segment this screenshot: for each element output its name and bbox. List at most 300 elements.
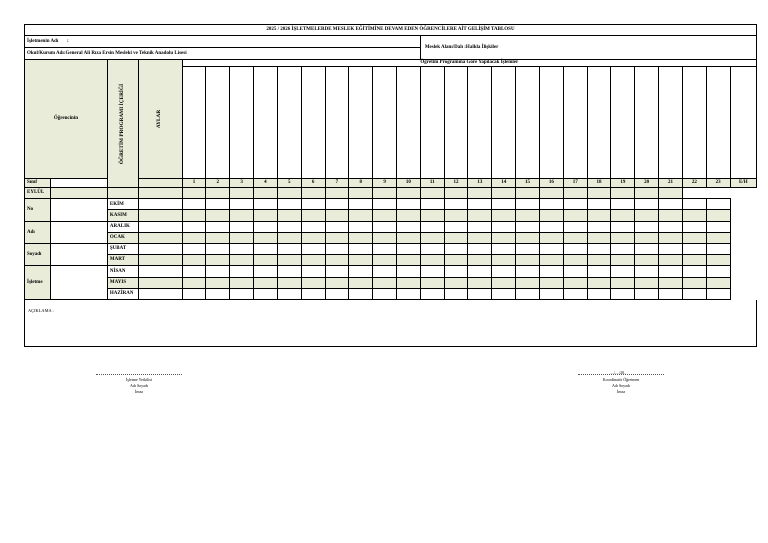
progress-cell[interactable]	[373, 288, 397, 299]
task-header-10	[396, 67, 420, 179]
signature-sign: İmza	[617, 389, 625, 395]
progress-cell[interactable]	[182, 210, 206, 221]
progress-cell[interactable]	[301, 199, 325, 210]
progress-cell[interactable]	[230, 288, 254, 299]
progress-cell[interactable]	[587, 210, 611, 221]
progress-cell[interactable]	[468, 266, 492, 277]
progress-cell[interactable]	[277, 221, 301, 232]
progress-cell[interactable]	[420, 288, 444, 299]
progress-cell[interactable]	[277, 210, 301, 221]
progress-cell[interactable]	[539, 188, 563, 199]
progress-cell[interactable]	[563, 288, 587, 299]
progress-cell[interactable]	[659, 188, 683, 199]
signature-sign: İmza	[135, 389, 143, 395]
progress-cell[interactable]	[611, 243, 635, 254]
task-header-24	[730, 67, 756, 179]
progress-cell[interactable]	[139, 221, 183, 232]
progress-cell[interactable]	[563, 277, 587, 288]
month-label: OCAK	[107, 232, 138, 243]
progress-cell[interactable]	[659, 255, 683, 266]
page-title: 2025 / 2026 İŞLETMELERDE MESLEK EĞİTİMİNE DEVAM EDEN ÖĞRENCİLERE AİT GELİŞİM TABLOSU	[25, 25, 757, 36]
progress-cell[interactable]	[444, 210, 468, 221]
progress-cell[interactable]	[492, 288, 516, 299]
progress-cell[interactable]	[373, 221, 397, 232]
progress-cell[interactable]	[182, 199, 206, 210]
progress-cell[interactable]	[659, 243, 683, 254]
progress-cell[interactable]	[301, 266, 325, 277]
progress-cell[interactable]	[444, 188, 468, 199]
notes-title: AÇIKLAMA :	[28, 307, 54, 313]
progress-cell[interactable]	[635, 243, 659, 254]
month-row	[25, 232, 757, 243]
progress-cell[interactable]	[492, 199, 516, 210]
progress-cell[interactable]	[139, 277, 183, 288]
progress-cell[interactable]	[301, 243, 325, 254]
month-row	[25, 266, 757, 277]
progress-cell[interactable]	[563, 210, 587, 221]
progress-cell[interactable]	[206, 277, 230, 288]
progress-cell[interactable]	[444, 232, 468, 243]
progress-cell[interactable]	[349, 243, 373, 254]
progress-cell[interactable]	[206, 232, 230, 243]
progress-cell[interactable]	[611, 266, 635, 277]
progress-cell[interactable]	[373, 210, 397, 221]
progress-cell[interactable]	[516, 266, 540, 277]
progress-cell[interactable]	[301, 288, 325, 299]
progress-cell[interactable]	[277, 243, 301, 254]
task-number: 23	[706, 179, 730, 188]
progress-cell[interactable]	[182, 243, 206, 254]
progress-cell[interactable]	[277, 188, 301, 199]
progress-cell[interactable]	[139, 266, 183, 277]
student-info-value[interactable]	[50, 179, 107, 188]
progress-cell[interactable]	[349, 221, 373, 232]
progress-cell[interactable]	[182, 188, 206, 199]
student-info-label: No	[25, 199, 51, 221]
progress-cell[interactable]	[492, 243, 516, 254]
progress-cell[interactable]	[516, 188, 540, 199]
progress-cell[interactable]	[325, 288, 349, 299]
signature-name: Adı Soyadı	[129, 383, 149, 389]
progress-cell[interactable]	[635, 288, 659, 299]
progress-cell[interactable]	[563, 255, 587, 266]
progress-cell[interactable]	[139, 243, 183, 254]
progress-cell[interactable]	[230, 210, 254, 221]
progress-cell[interactable]	[444, 199, 468, 210]
progress-cell[interactable]	[139, 288, 183, 299]
progress-cell[interactable]	[539, 277, 563, 288]
progress-cell[interactable]	[206, 199, 230, 210]
progress-cell[interactable]	[420, 232, 444, 243]
progress-cell[interactable]	[349, 288, 373, 299]
progress-cell[interactable]	[563, 199, 587, 210]
progress-cell[interactable]	[706, 266, 730, 277]
progress-cell[interactable]	[635, 210, 659, 221]
progress-cell[interactable]	[420, 210, 444, 221]
progress-cell[interactable]	[206, 210, 230, 221]
progress-cell[interactable]	[682, 266, 706, 277]
progress-cell[interactable]	[420, 199, 444, 210]
progress-cell[interactable]	[206, 255, 230, 266]
progress-cell[interactable]	[468, 210, 492, 221]
progress-cell[interactable]	[706, 221, 730, 232]
signature-name: Adı Soyadı	[611, 383, 631, 389]
progress-cell[interactable]	[373, 243, 397, 254]
progress-cell[interactable]	[635, 232, 659, 243]
progress-cell[interactable]	[206, 188, 230, 199]
progress-cell[interactable]	[396, 288, 420, 299]
progress-cell[interactable]	[301, 188, 325, 199]
progress-cell[interactable]	[587, 232, 611, 243]
progress-cell[interactable]	[420, 221, 444, 232]
progress-cell[interactable]	[254, 210, 278, 221]
progress-cell[interactable]	[706, 288, 730, 299]
progress-cell[interactable]	[182, 232, 206, 243]
task-number: 3	[230, 179, 254, 188]
progress-cell[interactable]	[420, 266, 444, 277]
progress-cell[interactable]	[325, 277, 349, 288]
progress-cell[interactable]	[396, 255, 420, 266]
progress-cell[interactable]	[254, 255, 278, 266]
progress-cell[interactable]	[659, 199, 683, 210]
progress-cell[interactable]	[587, 255, 611, 266]
progress-cell[interactable]	[325, 210, 349, 221]
progress-cell[interactable]	[492, 232, 516, 243]
progress-cell[interactable]	[492, 277, 516, 288]
task-header-4	[254, 67, 278, 179]
student-info-value[interactable]	[50, 243, 107, 265]
progress-cell[interactable]	[444, 277, 468, 288]
progress-cell[interactable]	[492, 266, 516, 277]
progress-cell[interactable]	[230, 277, 254, 288]
progress-cell[interactable]	[611, 255, 635, 266]
task-header-11	[420, 67, 444, 179]
progress-cell[interactable]	[206, 243, 230, 254]
month-row	[25, 255, 757, 266]
progress-cell[interactable]	[468, 255, 492, 266]
progress-cell[interactable]	[230, 188, 254, 199]
progress-cell[interactable]	[682, 255, 706, 266]
task-number: 17	[563, 179, 587, 188]
student-info-label: Sınıf	[25, 179, 51, 188]
progress-cell[interactable]	[539, 221, 563, 232]
progress-cell[interactable]	[682, 277, 706, 288]
progress-cell[interactable]	[659, 221, 683, 232]
progress-cell[interactable]	[468, 288, 492, 299]
progress-cell[interactable]	[611, 199, 635, 210]
progress-cell[interactable]	[206, 266, 230, 277]
progress-cell[interactable]	[468, 199, 492, 210]
progress-cell[interactable]	[396, 210, 420, 221]
progress-cell[interactable]	[635, 221, 659, 232]
progress-cell[interactable]	[396, 221, 420, 232]
progress-cell[interactable]	[349, 210, 373, 221]
month-row	[25, 221, 757, 232]
progress-cell[interactable]	[349, 232, 373, 243]
progress-cell[interactable]	[420, 255, 444, 266]
notes-box	[24, 300, 757, 347]
progress-cell[interactable]	[516, 243, 540, 254]
progress-cell[interactable]	[587, 221, 611, 232]
task-number: 21	[659, 179, 683, 188]
progress-cell[interactable]	[373, 199, 397, 210]
progress-cell[interactable]	[516, 288, 540, 299]
student-info-value[interactable]	[50, 221, 107, 243]
progress-cell[interactable]	[50, 188, 107, 199]
progress-cell[interactable]	[587, 199, 611, 210]
progress-cell[interactable]	[206, 288, 230, 299]
task-header-3	[230, 67, 254, 179]
progress-cell[interactable]	[139, 199, 183, 210]
progress-cell[interactable]	[706, 232, 730, 243]
progress-cell[interactable]	[635, 277, 659, 288]
progress-cell[interactable]	[539, 199, 563, 210]
progress-cell[interactable]	[420, 277, 444, 288]
task-number: 5	[277, 179, 301, 188]
progress-cell[interactable]	[563, 221, 587, 232]
progress-cell[interactable]	[539, 243, 563, 254]
progress-cell[interactable]	[682, 221, 706, 232]
progress-cell[interactable]	[659, 277, 683, 288]
progress-cell[interactable]	[396, 266, 420, 277]
progress-cell[interactable]	[230, 255, 254, 266]
progress-cell[interactable]	[349, 255, 373, 266]
school-label: Okul/Kurum Adı:General Ali Rıza Ersin Mesleki ve Teknik Anadolu Lisesi	[25, 48, 421, 60]
progress-cell[interactable]	[139, 210, 183, 221]
progress-cell[interactable]	[444, 243, 468, 254]
progress-cell[interactable]	[587, 277, 611, 288]
task-header-23	[706, 67, 730, 179]
progress-cell[interactable]	[706, 277, 730, 288]
progress-cell[interactable]	[563, 188, 587, 199]
task-number: 9	[373, 179, 397, 188]
month-row	[25, 288, 757, 299]
progress-cell[interactable]	[254, 232, 278, 243]
progress-cell[interactable]	[659, 266, 683, 277]
progress-cell[interactable]	[301, 277, 325, 288]
progress-cell[interactable]	[682, 199, 706, 210]
month-row	[25, 199, 757, 210]
progress-cell[interactable]	[587, 188, 611, 199]
progress-cell[interactable]	[301, 221, 325, 232]
progress-cell[interactable]	[539, 288, 563, 299]
progress-cell[interactable]	[396, 232, 420, 243]
progress-cell[interactable]	[659, 210, 683, 221]
progress-cell[interactable]	[373, 188, 397, 199]
progress-cell[interactable]	[349, 199, 373, 210]
progress-cell[interactable]	[325, 232, 349, 243]
progress-cell[interactable]	[396, 199, 420, 210]
progress-cell[interactable]	[254, 277, 278, 288]
task-number: 2	[206, 179, 230, 188]
progress-cell[interactable]	[682, 288, 706, 299]
month-label: MAYIS	[107, 277, 138, 288]
progress-cell[interactable]	[277, 277, 301, 288]
progress-cell[interactable]	[611, 232, 635, 243]
progress-cell[interactable]	[706, 210, 730, 221]
progress-cell[interactable]	[230, 221, 254, 232]
business-signature-block	[96, 374, 182, 396]
progress-cell[interactable]	[516, 277, 540, 288]
progress-cell[interactable]	[301, 255, 325, 266]
progress-cell[interactable]	[254, 188, 278, 199]
progress-cell[interactable]	[277, 266, 301, 277]
month-row	[25, 188, 757, 199]
progress-cell[interactable]	[349, 266, 373, 277]
progress-cell[interactable]	[182, 255, 206, 266]
progress-cell[interactable]	[635, 255, 659, 266]
month-label: ARALIK	[107, 221, 138, 232]
progress-cell[interactable]	[659, 288, 683, 299]
progress-cell[interactable]	[563, 266, 587, 277]
progress-cell[interactable]	[444, 266, 468, 277]
task-number: 14	[492, 179, 516, 188]
progress-cell[interactable]	[373, 255, 397, 266]
progress-cell[interactable]	[516, 221, 540, 232]
student-info-value[interactable]	[50, 199, 107, 221]
progress-cell[interactable]	[516, 199, 540, 210]
progress-cell[interactable]	[468, 243, 492, 254]
progress-cell[interactable]	[325, 188, 349, 199]
task-header-5	[277, 67, 301, 179]
student-info-label: Soyadı	[25, 243, 51, 265]
progress-cell[interactable]	[325, 266, 349, 277]
task-header-20	[635, 67, 659, 179]
progress-cell[interactable]	[139, 232, 183, 243]
student-info-value[interactable]	[50, 266, 107, 300]
progress-cell[interactable]	[254, 221, 278, 232]
progress-cell[interactable]	[349, 277, 373, 288]
progress-cell[interactable]	[230, 266, 254, 277]
progress-cell[interactable]	[611, 277, 635, 288]
progress-cell[interactable]	[139, 255, 183, 266]
progress-cell[interactable]	[396, 277, 420, 288]
program-content-header	[107, 60, 138, 188]
progress-cell[interactable]	[659, 232, 683, 243]
progress-cell[interactable]	[396, 243, 420, 254]
progress-cell[interactable]	[563, 243, 587, 254]
progress-cell[interactable]	[682, 232, 706, 243]
progress-cell[interactable]	[611, 210, 635, 221]
progress-cell[interactable]	[444, 288, 468, 299]
task-number: 15	[516, 179, 540, 188]
progress-cell[interactable]	[325, 199, 349, 210]
progress-cell[interactable]	[254, 243, 278, 254]
progress-cell[interactable]	[254, 288, 278, 299]
progress-cell[interactable]	[706, 199, 730, 210]
progress-cell[interactable]	[492, 188, 516, 199]
progress-cell[interactable]	[492, 210, 516, 221]
progress-cell[interactable]	[301, 210, 325, 221]
program-content-label: ÖĞRETİM PROGRAMI İÇERİĞİ	[119, 83, 126, 164]
progress-cell[interactable]	[420, 243, 444, 254]
progress-cell[interactable]	[349, 188, 373, 199]
progress-cell[interactable]	[277, 288, 301, 299]
progress-cell[interactable]	[277, 232, 301, 243]
progress-cell[interactable]	[420, 188, 444, 199]
progress-cell[interactable]	[516, 255, 540, 266]
task-number: 4	[254, 179, 278, 188]
progress-cell[interactable]	[492, 255, 516, 266]
progress-cell[interactable]	[182, 221, 206, 232]
progress-cell[interactable]	[373, 232, 397, 243]
progress-cell[interactable]	[373, 266, 397, 277]
progress-cell[interactable]	[182, 266, 206, 277]
progress-cell[interactable]	[373, 277, 397, 288]
month-label: ŞUBAT	[107, 243, 138, 254]
progress-cell[interactable]	[539, 232, 563, 243]
progress-cell[interactable]	[277, 199, 301, 210]
progress-cell[interactable]	[635, 199, 659, 210]
progress-cell[interactable]	[396, 188, 420, 199]
progress-cell[interactable]	[611, 221, 635, 232]
progress-cell[interactable]	[516, 210, 540, 221]
progress-cell[interactable]	[230, 243, 254, 254]
coordinator-signature-block	[578, 374, 664, 396]
progress-cell[interactable]	[682, 210, 706, 221]
progress-cell[interactable]	[230, 232, 254, 243]
progress-cell[interactable]	[468, 277, 492, 288]
progress-cell[interactable]	[301, 232, 325, 243]
task-number: 12	[444, 179, 468, 188]
progress-cell[interactable]	[587, 288, 611, 299]
progress-cell[interactable]	[635, 266, 659, 277]
progress-cell[interactable]	[107, 188, 138, 199]
progress-cell[interactable]	[277, 255, 301, 266]
progress-cell[interactable]	[254, 199, 278, 210]
business-label: İşletmenin Adı	[27, 38, 59, 44]
task-number: 22	[682, 179, 706, 188]
progress-cell[interactable]	[182, 277, 206, 288]
student-header: Öğrencinin	[25, 60, 108, 179]
progress-cell[interactable]	[611, 288, 635, 299]
progress-cell[interactable]	[611, 188, 635, 199]
task-header-8	[349, 67, 373, 179]
progress-cell[interactable]	[587, 266, 611, 277]
progress-cell[interactable]	[444, 255, 468, 266]
progress-cell[interactable]	[539, 210, 563, 221]
progress-cell[interactable]	[444, 221, 468, 232]
progress-cell[interactable]	[563, 232, 587, 243]
progress-cell[interactable]	[635, 188, 659, 199]
task-header-7	[325, 67, 349, 179]
progress-cell[interactable]	[325, 221, 349, 232]
progress-cell[interactable]	[682, 243, 706, 254]
progress-cell[interactable]	[706, 255, 730, 266]
progress-cell[interactable]	[206, 221, 230, 232]
progress-cell[interactable]	[254, 266, 278, 277]
task-number: 19	[611, 179, 635, 188]
progress-cell[interactable]	[516, 232, 540, 243]
month-number-spacer	[139, 179, 183, 188]
months-label: AYLAR	[156, 109, 163, 129]
progress-cell[interactable]	[182, 288, 206, 299]
signature-role: İşletme Yetkilisi	[125, 377, 152, 382]
progress-cell[interactable]	[139, 188, 183, 199]
progress-cell[interactable]	[587, 243, 611, 254]
progress-cell[interactable]	[230, 199, 254, 210]
progress-cell[interactable]	[706, 243, 730, 254]
progress-cell[interactable]	[492, 221, 516, 232]
progress-cell[interactable]	[468, 232, 492, 243]
progress-cell[interactable]	[325, 255, 349, 266]
progress-cell[interactable]	[468, 221, 492, 232]
progress-cell[interactable]	[539, 255, 563, 266]
progress-cell[interactable]	[325, 243, 349, 254]
progress-cell[interactable]	[539, 266, 563, 277]
progress-cell[interactable]	[468, 188, 492, 199]
task-header-12	[444, 67, 468, 179]
